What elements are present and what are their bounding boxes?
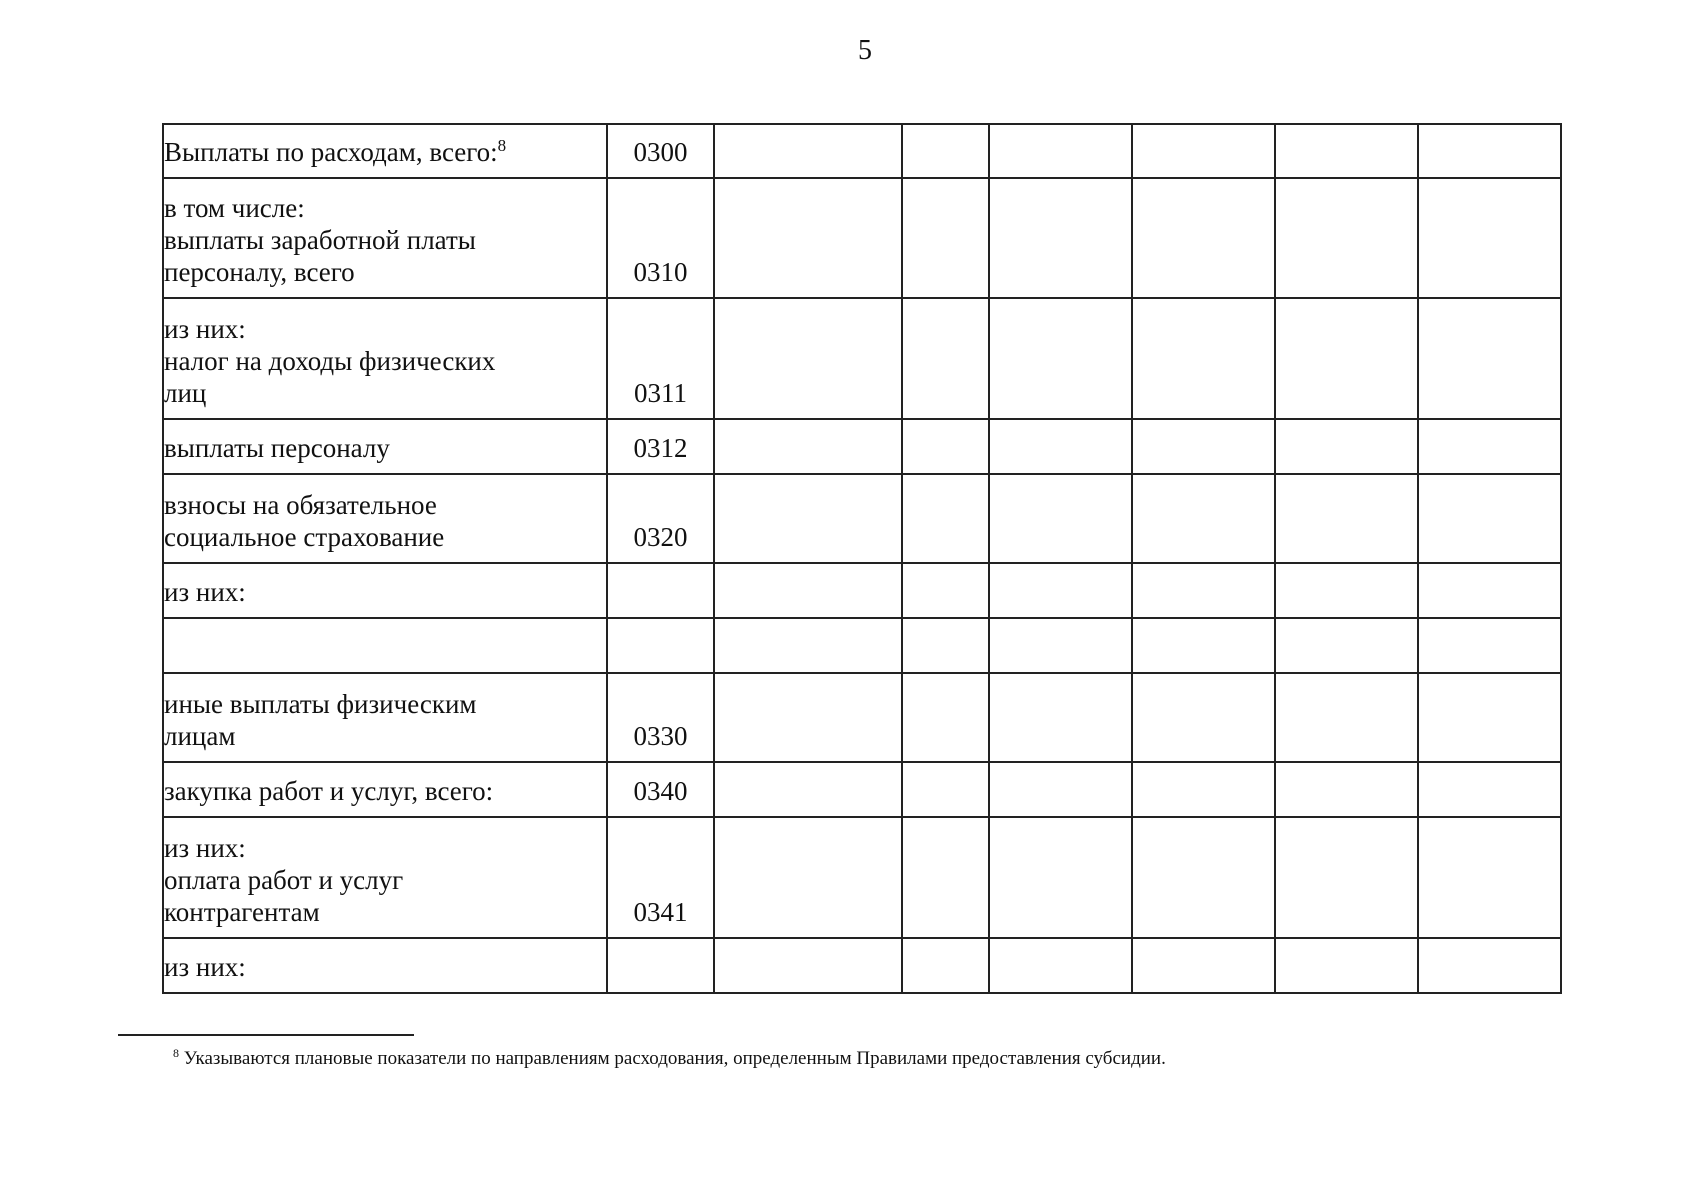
table-row [163, 298, 1561, 419]
row-label-line [164, 775, 606, 807]
value-cell [1132, 178, 1275, 298]
row-label-line [164, 832, 606, 864]
value-cell [1275, 298, 1418, 419]
row-label-text: взносы на обязательное [164, 490, 437, 520]
value-cell [1418, 419, 1561, 474]
value-cell [714, 817, 902, 938]
row-code-cell: 0312 [607, 419, 714, 474]
table-row [163, 762, 1561, 817]
value-cell [1418, 817, 1561, 938]
value-cell [902, 938, 989, 993]
value-cell [989, 673, 1132, 762]
row-label-text: в том числе: [164, 193, 305, 223]
value-cell [1418, 474, 1561, 563]
row-label-line [164, 521, 606, 553]
value-cell [714, 298, 902, 419]
value-cell [1275, 563, 1418, 618]
row-code-cell: 0300 [607, 124, 714, 178]
row-label-line [164, 313, 606, 345]
row-code-cell: 0311 [607, 298, 714, 419]
value-cell [714, 563, 902, 618]
value-cell [1132, 817, 1275, 938]
footnote-separator [118, 1034, 414, 1036]
row-label-line [164, 951, 606, 983]
row-label-cell [163, 178, 607, 298]
value-cell [1418, 124, 1561, 178]
row-label-text: закупка работ и услуг, всего: [164, 776, 494, 806]
row-label-text: лиц [164, 378, 207, 408]
value-cell [902, 762, 989, 817]
row-label-cell [163, 124, 607, 178]
value-cell [1275, 419, 1418, 474]
table-body [163, 124, 1561, 993]
row-label-text: персоналу, всего [164, 257, 355, 287]
value-cell [714, 938, 902, 993]
row-label-line [164, 896, 606, 928]
table-row [163, 817, 1561, 938]
value-cell [1275, 618, 1418, 673]
row-label-line [164, 688, 606, 720]
table-row [163, 563, 1561, 618]
table-row [163, 178, 1561, 298]
value-cell [902, 618, 989, 673]
value-cell [902, 298, 989, 419]
value-cell [714, 124, 902, 178]
value-cell [989, 817, 1132, 938]
value-cell [902, 178, 989, 298]
row-label-line [164, 224, 606, 256]
row-code-cell: 0320 [607, 474, 714, 563]
row-label-line [164, 192, 606, 224]
footnote-marker: 8 [173, 1046, 179, 1060]
row-label-text: иные выплаты физическим [164, 689, 477, 719]
value-cell [989, 178, 1132, 298]
row-label-cell [163, 474, 607, 563]
value-cell [714, 618, 902, 673]
row-label-text: лицам [164, 721, 236, 751]
row-label-line [164, 136, 606, 168]
value-cell [1275, 762, 1418, 817]
row-label-text: из них: [164, 577, 246, 607]
value-cell [989, 124, 1132, 178]
page-number: 5 [858, 35, 872, 66]
value-cell [902, 817, 989, 938]
value-cell [714, 762, 902, 817]
payments-table [162, 123, 1562, 994]
value-cell [1275, 124, 1418, 178]
value-cell [1275, 817, 1418, 938]
value-cell [989, 618, 1132, 673]
row-label-line [164, 864, 606, 896]
row-label-text: из них: [164, 833, 246, 863]
row-label-text: контрагентам [164, 897, 320, 927]
value-cell [1418, 563, 1561, 618]
row-label-text: социальное страхование [164, 522, 445, 552]
value-cell [714, 178, 902, 298]
value-cell [714, 474, 902, 563]
row-code-cell: 0341 [607, 817, 714, 938]
row-label-line [164, 489, 606, 521]
footnote-reference: 8 [497, 136, 507, 155]
value-cell [989, 419, 1132, 474]
row-label-cell [163, 419, 607, 474]
row-label-cell [163, 817, 607, 938]
value-cell [1418, 298, 1561, 419]
value-cell [902, 419, 989, 474]
value-cell [714, 419, 902, 474]
value-cell [1418, 178, 1561, 298]
row-code-cell: 0330 [607, 673, 714, 762]
row-label-cell [163, 618, 607, 673]
row-label-cell [163, 762, 607, 817]
row-label-text: выплаты заработной платы [164, 225, 476, 255]
value-cell [1132, 762, 1275, 817]
row-label-text: из них: [164, 314, 246, 344]
value-cell [1275, 474, 1418, 563]
value-cell [989, 563, 1132, 618]
value-cell [902, 474, 989, 563]
row-label-line [164, 576, 606, 608]
table-row [163, 618, 1561, 673]
value-cell [1132, 563, 1275, 618]
row-label-text: из них: [164, 952, 246, 982]
row-code-cell: 0340 [607, 762, 714, 817]
value-cell [1418, 762, 1561, 817]
value-cell [1275, 938, 1418, 993]
row-code-cell [607, 618, 714, 673]
value-cell [1418, 673, 1561, 762]
value-cell [1132, 124, 1275, 178]
value-cell [1275, 673, 1418, 762]
row-label-text: выплаты персоналу [164, 433, 390, 463]
row-label-line [164, 345, 606, 377]
row-code-cell [607, 563, 714, 618]
value-cell [989, 474, 1132, 563]
value-cell [902, 124, 989, 178]
value-cell [1132, 673, 1275, 762]
value-cell [1418, 938, 1561, 993]
table-row [163, 474, 1561, 563]
row-label-line [164, 256, 606, 288]
value-cell [1275, 178, 1418, 298]
row-label-line [164, 720, 606, 752]
table-row [163, 419, 1561, 474]
value-cell [1132, 298, 1275, 419]
row-label-cell [163, 938, 607, 993]
row-code-cell: 0310 [607, 178, 714, 298]
value-cell [902, 563, 989, 618]
value-cell [1132, 419, 1275, 474]
value-cell [1132, 938, 1275, 993]
table-row [163, 673, 1561, 762]
footnote [173, 1047, 1166, 1071]
row-label-text: оплата работ и услуг [164, 865, 404, 895]
row-label-line [164, 432, 606, 464]
value-cell [989, 762, 1132, 817]
row-label-cell [163, 563, 607, 618]
row-label-cell [163, 673, 607, 762]
value-cell [989, 298, 1132, 419]
footnote-text: Указываются плановые показатели по направлениям расходования, определенным Правилами предоставления субсидии. [183, 1048, 1166, 1069]
value-cell [1132, 618, 1275, 673]
row-label-text: налог на доходы физических [164, 346, 496, 376]
value-cell [989, 938, 1132, 993]
value-cell [1132, 474, 1275, 563]
table-row [163, 124, 1561, 178]
row-label-text: Выплаты по расходам, всего: [164, 137, 498, 167]
row-label-line [164, 377, 606, 409]
row-label-cell [163, 298, 607, 419]
value-cell [902, 673, 989, 762]
table-row [163, 938, 1561, 993]
row-code-cell [607, 938, 714, 993]
value-cell [714, 673, 902, 762]
value-cell [1418, 618, 1561, 673]
